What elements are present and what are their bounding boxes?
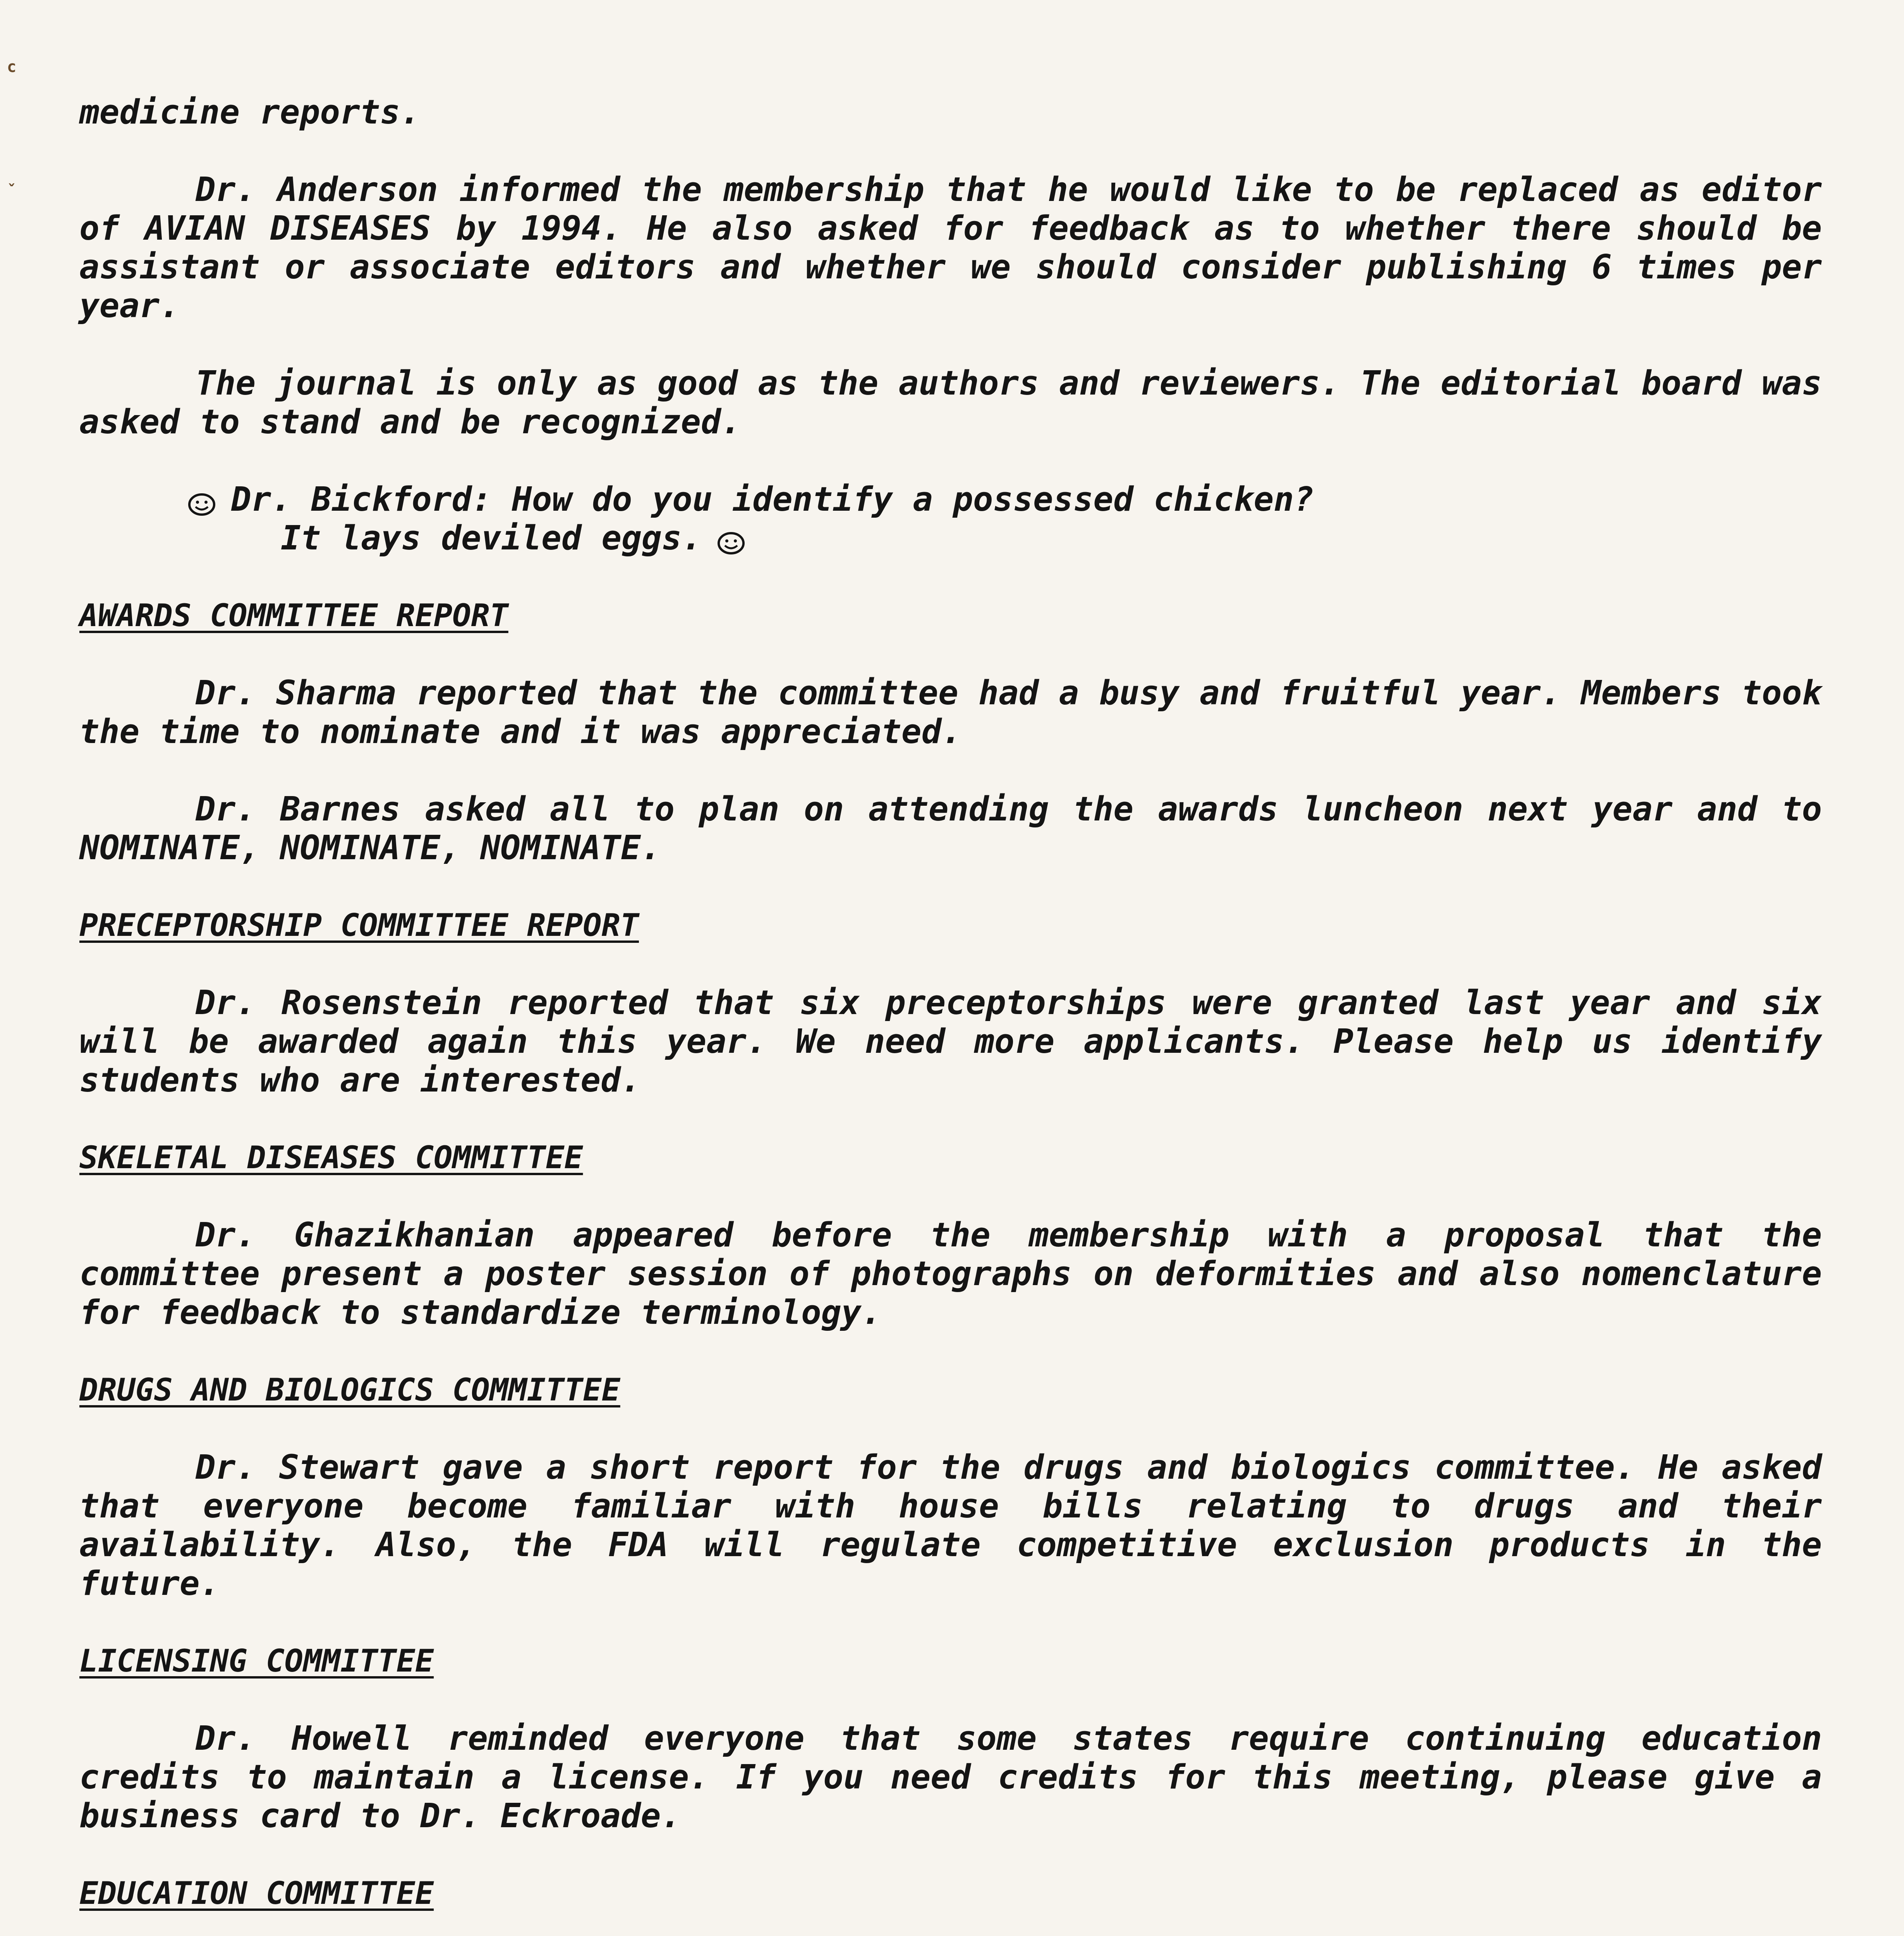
heading-awards-committee: AWARDS COMMITTEE REPORT [79,597,508,633]
paragraph-medicine-reports: medicine reports. [79,93,421,132]
paragraph-howell-reminder: Dr. Howell reminded everyone that some states require continuing education credits to maintain a license. If you need credits for this meeting, please give a business card to Dr. Eckroade. [79,1719,1822,1835]
joke-answer: It lays deviled eggs. [281,519,702,558]
heading-preceptorship-committee: PRECEPTORSHIP COMMITTEE REPORT [79,907,639,943]
heading-licensing-committee: LICENSING COMMITTEE [79,1643,434,1679]
paragraph-ghazikhanian-proposal: Dr. Ghazikhanian appeared before the membership with a proposal that the committee present a poster session of photographs on deformities and also nomenclature for feedback to standardize terminology. [79,1216,1822,1332]
margin-mark-top: c [7,58,17,76]
joke-answer-line [281,519,1822,558]
joke-question-line [188,480,1822,519]
heading-drugs-biologics: DRUGS AND BIOLOGICS COMMITTEE [79,1372,620,1408]
paragraph-journal-quality: The journal is only as good as the authors and reviewers. The editorial board was asked to stand and be recognized. [79,364,1822,441]
smiley-face-icon [188,488,216,516]
document-page [79,93,1822,1936]
paragraph-rosenstein-report: Dr. Rosenstein reported that six preceptorships were granted last year and six will be awarded again this year. We need more applicants. Please help us identify students who are interested. [79,983,1822,1100]
smiley-face-icon [717,527,745,554]
joke-question: Dr. Bickford: How do you identify a possessed chicken? [231,480,1314,519]
paragraph-sharma-report: Dr. Sharma reported that the committee had a busy and fruitful year. Members took the time to nominate and it was appreciated. [79,674,1822,751]
paragraph-stewart-report: Dr. Stewart gave a short report for the drugs and biologics committee. He asked that everyone become familiar with house bills relating to drugs and their availability. Also, the FDA will regulate competitive exclusion products in the future. [79,1448,1822,1603]
paragraph-anderson-editor: Dr. Anderson informed the membership that he would like to be replaced as editor of AVIAN DISEASES by 1994. He also asked for feedback as to whether there should be assistant or associate editors and whether we should consider publishing 6 times per year. [79,170,1822,325]
paragraph-barnes-nominate: Dr. Barnes asked all to plan on attending the awards luncheon next year and to NOMINATE, NOMINATE, NOMINATE. [79,790,1822,867]
joke-block [188,480,1822,558]
heading-skeletal-diseases: SKELETAL DISEASES COMMITTEE [79,1140,583,1176]
heading-education-committee: EDUCATION COMMITTEE [79,1875,434,1911]
margin-mark-second: ˇ [7,182,17,200]
